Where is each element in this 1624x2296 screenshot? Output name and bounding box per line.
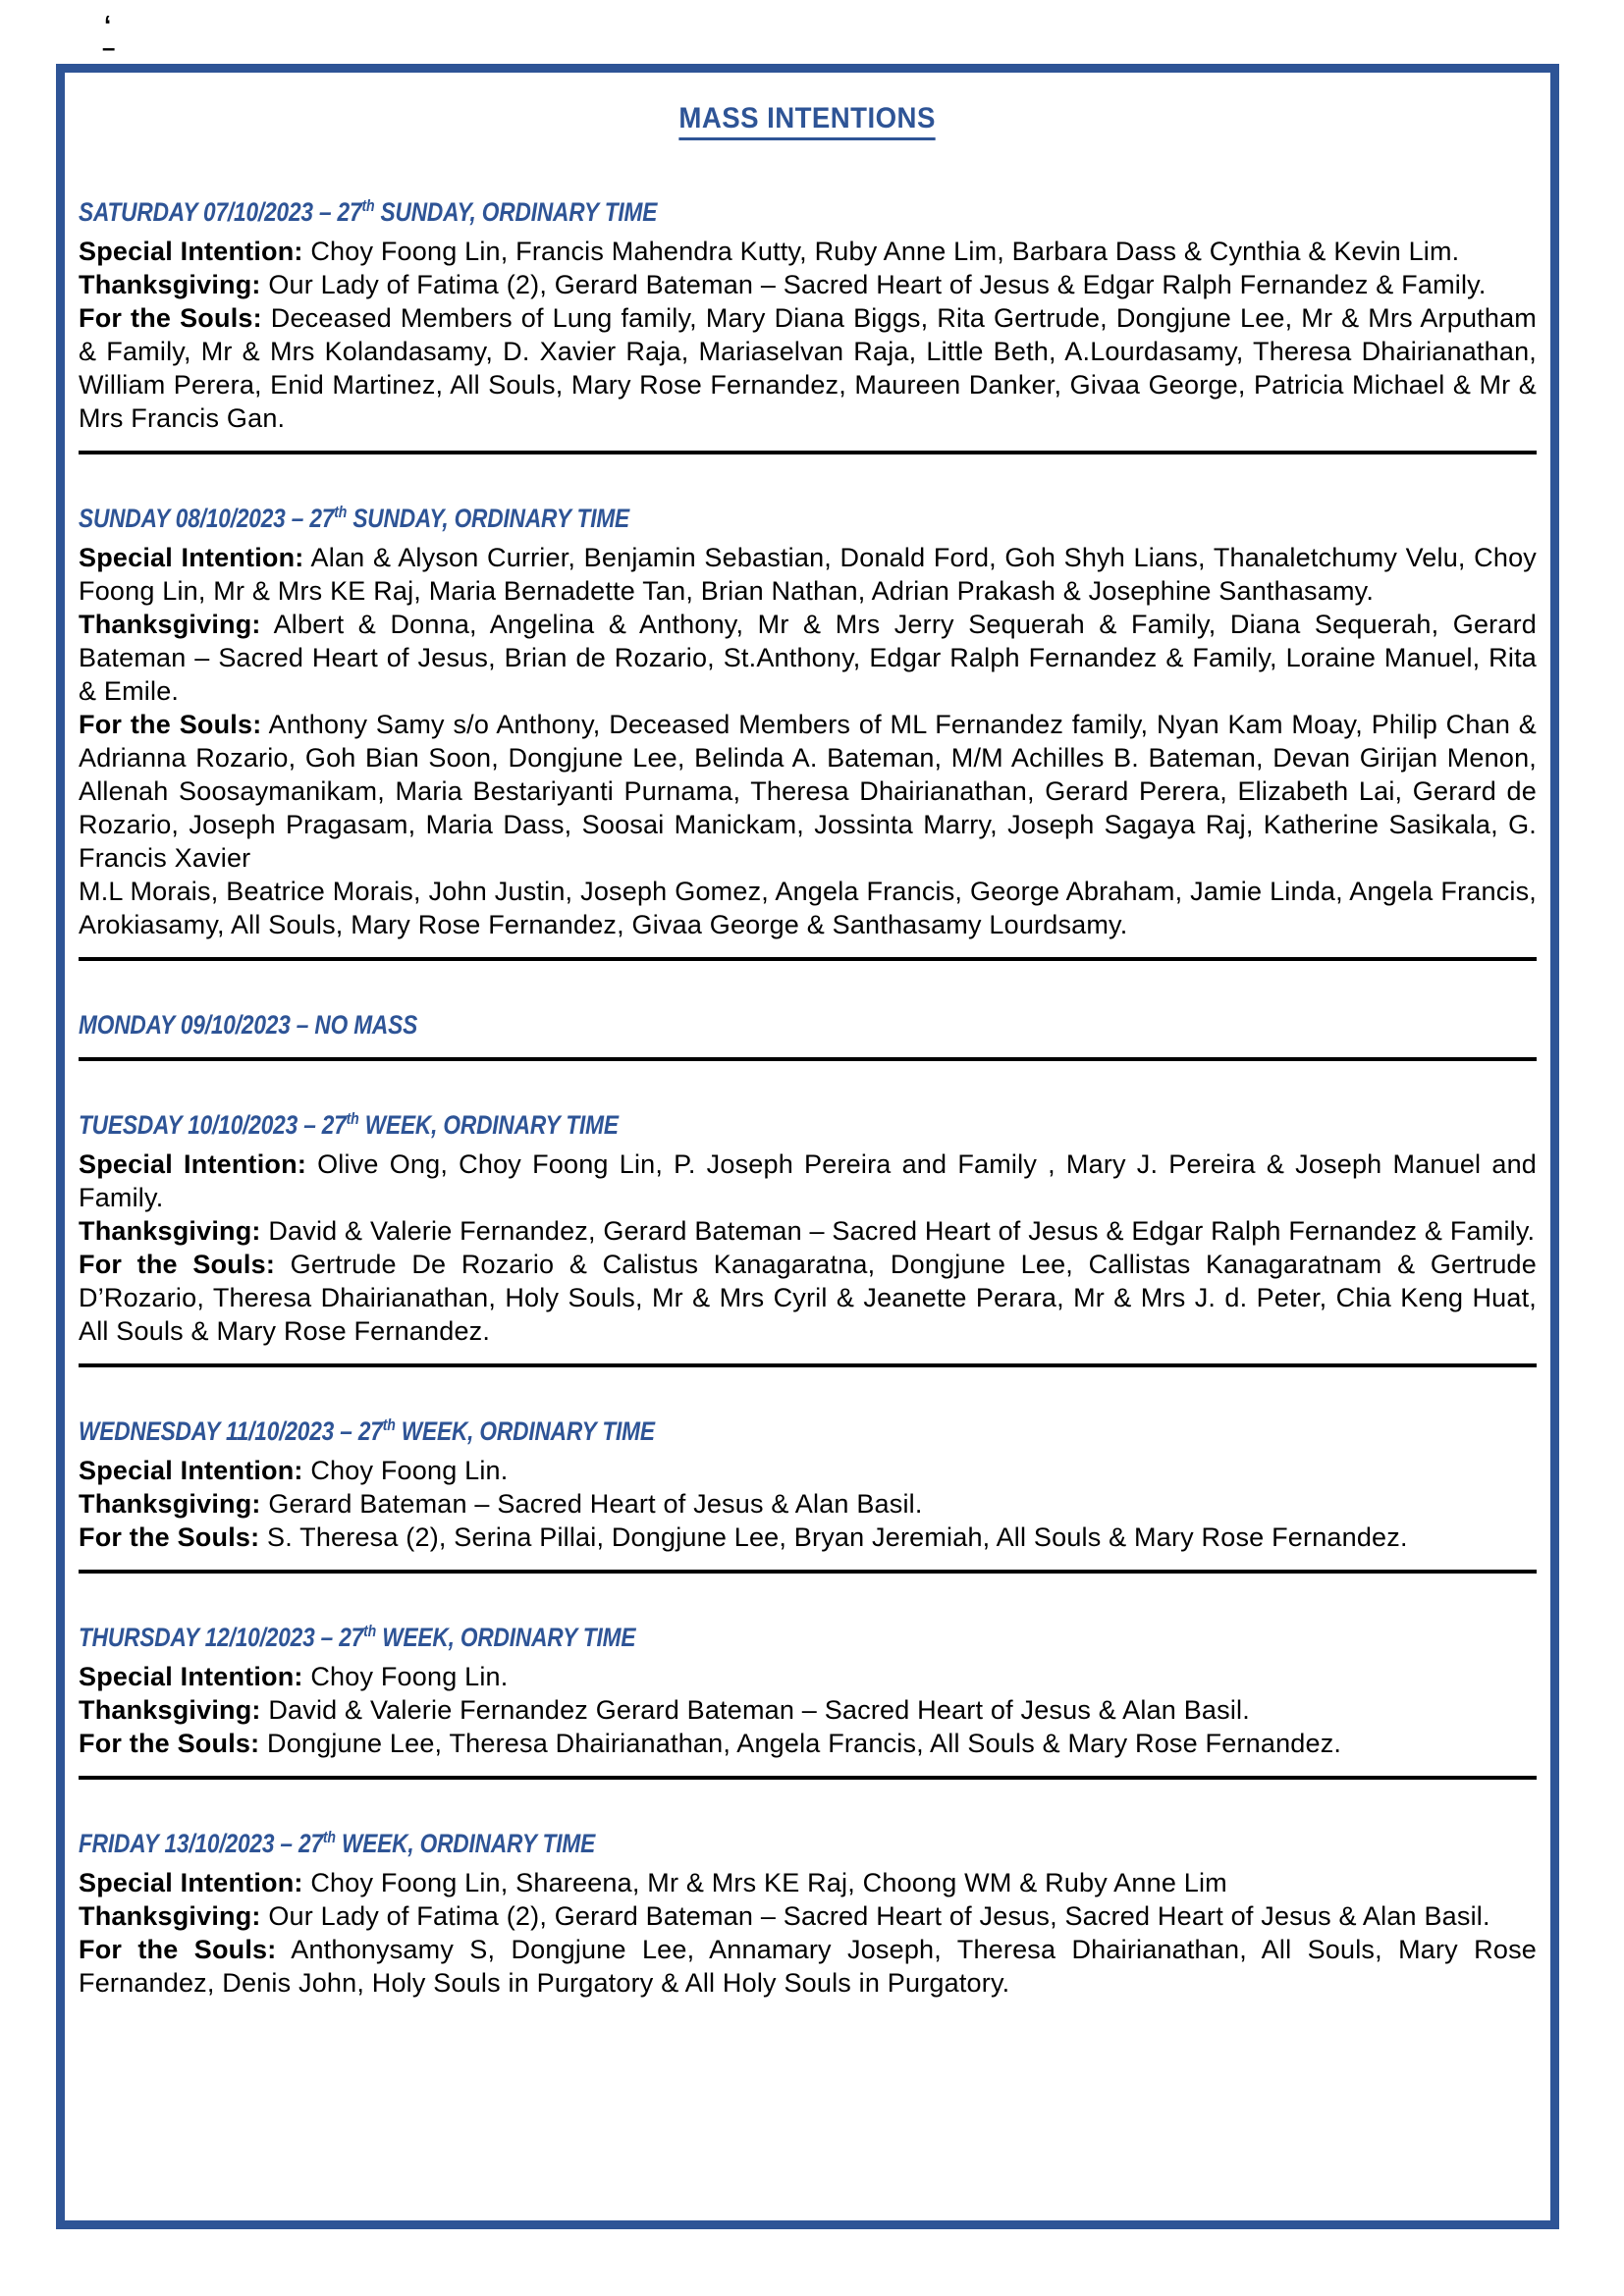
header-superscript: th (361, 196, 375, 215)
header-text: SUNDAY 08/10/2023 – 27 (79, 504, 335, 533)
paragraph-text: M.L Morais, Beatrice Morais, John Justin, Joseph Gomez, Angela Francis, George Abraham, Jamie Linda, Angela Francis, Arokiasamy, All Souls, Mary Rose Fernandez, Givaa George & Santhasamy Lourdsamy. (79, 877, 1537, 939)
paragraph-text: Anthony Samy s/o Anthony, Deceased Members of ML Fernandez family, Nyan Kam Moay, Philip Chan & Adrianna Rozario, Goh Bian Soon, Dongjune Lee, Belinda A. Bateman, M/M Achilles B. Bateman, Devan Girijan Menon, Allenah Soosaymanikam, Maria Bestariyanti Purnama, Theresa Dhairianathan, Gerard Perera, Elizabeth Lai, Gerard de Rozario, Joseph Pragasam, Maria Dass, Soosai Manickam, Jossinta Marry, Joseph Sagaya Raj, Katherine Sasikala, G. Francis Xavier (79, 710, 1537, 873)
paragraph-text: Choy Foong Lin, Shareena, Mr & Mrs KE Raj, Choong WM & Ruby Anne Lim (302, 1868, 1227, 1897)
header-superscript: th (334, 503, 348, 521)
section-wednesday (79, 1409, 1537, 1574)
paragraph-label: For the Souls: (79, 1522, 260, 1552)
header-superscript: th (382, 1415, 396, 1434)
header-text: WEEK, ORDINARY TIME (395, 1416, 655, 1446)
header-text: TUESDAY 10/10/2023 – 27 (79, 1110, 347, 1140)
paragraph-label: Special Intention: (79, 1149, 307, 1179)
paragraph-label: Thanksgiving: (79, 610, 261, 639)
paragraph-thanksgiving (79, 1693, 1537, 1727)
paragraph-text: Deceased Members of Lung family, Mary Diana Biggs, Rita Gertrude, Dongjune Lee, Mr & Mrs Arputham & Family, Mr & Mrs Kolandasamy, D. Xavier Raja, Mariaselvan Raja, Little Beth, A.Lourdasamy, Theresa Dhairianathan, William Perera, Enid Martinez, All Souls, Mary Rose Fernandez, Maureen Danker, Givaa George, Patricia Michael & Mr & Mrs Francis Gan. (79, 303, 1537, 433)
document-border-box (56, 64, 1559, 2229)
paragraph-label: Special Intention: (79, 543, 304, 572)
section-monday (79, 1002, 1537, 1061)
stray-quote-mark: ‘ (104, 10, 112, 39)
paragraph-label: Thanksgiving: (79, 1489, 261, 1519)
paragraph-text: Choy Foong Lin, Francis Mahendra Kutty, Ruby Anne Lim, Barbara Dass & Cynthia & Kevin Lim. (302, 237, 1460, 266)
paragraph-text: Our Lady of Fatima (2), Gerard Bateman – Sacred Heart of Jesus & Edgar Ralph Fernandez & Family. (260, 270, 1487, 299)
paragraph-label: Special Intention: (79, 237, 303, 266)
paragraph-label: Special Intention: (79, 1456, 303, 1485)
section-friday (79, 1821, 1537, 2000)
paragraph-for-the-souls (79, 301, 1537, 435)
header-text: WEEK, ORDINARY TIME (358, 1110, 619, 1140)
section-sunday (79, 496, 1537, 961)
header-superscript: th (363, 1622, 377, 1640)
paragraph-text: Alan & Alyson Currier, Benjamin Sebastian, Donald Ford, Goh Shyh Lians, Thanaletchumy Velu, Choy Foong Lin, Mr & Mrs KE Raj, Maria Bernadette Tan, Brian Nathan, Adrian Prakash & Josephine Santhasamy. (79, 543, 1538, 606)
paragraph-text: Our Lady of Fatima (2), Gerard Bateman – Sacred Heart of Jesus, Sacred Heart of Jesus & Alan Basil. (260, 1901, 1490, 1931)
header-text: WEEK, ORDINARY TIME (335, 1829, 596, 1858)
paragraph-for-the-souls-continued (79, 875, 1537, 941)
paragraph-label: Thanksgiving: (79, 270, 261, 299)
section-thursday (79, 1615, 1537, 1780)
paragraph-special-intention (79, 1660, 1537, 1693)
paragraph-special-intention (79, 235, 1537, 268)
paragraph-special-intention (79, 1454, 1537, 1487)
stray-dash-mark: – (102, 35, 116, 62)
section-header-saturday (79, 189, 1537, 229)
header-text: MONDAY 09/10/2023 – NO MASS (79, 1010, 418, 1040)
paragraph-text: David & Valerie Fernandez, Gerard Bateman – Sacred Heart of Jesus & Edgar Ralph Fernandez & Family. (260, 1216, 1536, 1246)
paragraph-special-intention (79, 1148, 1537, 1214)
paragraph-text: S. Theresa (2), Serina Pillai, Dongjune Lee, Bryan Jeremiah, All Souls & Mary Rose Fernandez. (259, 1522, 1408, 1552)
paragraph-text: Dongjune Lee, Theresa Dhairianathan, Angela Francis, All Souls & Mary Rose Fernandez. (259, 1729, 1342, 1758)
section-header-monday (79, 1002, 1537, 1041)
paragraph-thanksgiving (79, 1487, 1537, 1521)
header-text: SUNDAY, ORDINARY TIME (374, 197, 658, 227)
section-header-thursday (79, 1615, 1537, 1654)
paragraph-label: For the Souls: (79, 1935, 277, 1964)
paragraph-for-the-souls (79, 708, 1537, 875)
paragraph-thanksgiving (79, 1899, 1537, 1933)
section-divider (79, 1570, 1537, 1574)
paragraph-text: Anthonysamy S, Dongjune Lee, Annamary Joseph, Theresa Dhairianathan, All Souls, Mary Rose Fernandez, Denis John, Holy Souls in Purgatory & All Holy Souls in Purgatory. (79, 1935, 1537, 1998)
paragraph-thanksgiving (79, 1214, 1537, 1248)
header-text: WEDNESDAY 11/10/2023 – 27 (79, 1416, 383, 1446)
paragraph-thanksgiving (79, 608, 1537, 708)
paragraph-label: For the Souls: (79, 1729, 260, 1758)
paragraph-special-intention (79, 541, 1537, 608)
section-divider (79, 1363, 1537, 1367)
paragraph-special-intention (79, 1866, 1537, 1899)
paragraph-for-the-souls (79, 1727, 1537, 1760)
paragraph-label: Thanksgiving: (79, 1901, 261, 1931)
paragraph-text: Gerard Bateman – Sacred Heart of Jesus & Alan Basil. (260, 1489, 923, 1519)
paragraph-for-the-souls (79, 1521, 1537, 1554)
paragraph-label: For the Souls: (79, 710, 262, 739)
section-header-wednesday (79, 1409, 1537, 1448)
page-title: MASS INTENTIONS (679, 102, 936, 140)
header-text: FRIDAY 13/10/2023 – 27 (79, 1829, 323, 1858)
header-superscript: th (322, 1828, 336, 1846)
section-divider (79, 1057, 1537, 1061)
paragraph-text: Choy Foong Lin. (302, 1456, 509, 1485)
paragraph-text: Choy Foong Lin. (302, 1662, 509, 1691)
section-header-friday (79, 1821, 1537, 1860)
paragraph-label: Special Intention: (79, 1868, 303, 1897)
section-tuesday (79, 1102, 1537, 1367)
header-text: THURSDAY 12/10/2023 – 27 (79, 1623, 364, 1652)
paragraph-for-the-souls (79, 1248, 1537, 1348)
paragraph-for-the-souls (79, 1933, 1537, 2000)
paragraph-text: Olive Ong, Choy Foong Lin, P. Joseph Pereira and Family , Mary J. Pereira & Joseph Manuel and Family. (79, 1149, 1537, 1212)
section-divider (79, 451, 1537, 454)
section-saturday (79, 189, 1537, 454)
section-divider (79, 957, 1537, 961)
title-row (79, 102, 1537, 140)
paragraph-label: For the Souls: (79, 1250, 276, 1279)
paragraph-label: For the Souls: (79, 303, 262, 333)
header-text: SUNDAY, ORDINARY TIME (347, 504, 630, 533)
paragraph-label: Thanksgiving: (79, 1216, 261, 1246)
header-superscript: th (346, 1109, 359, 1128)
paragraph-thanksgiving (79, 268, 1537, 301)
header-text: WEEK, ORDINARY TIME (376, 1623, 636, 1652)
paragraph-label: Thanksgiving: (79, 1695, 261, 1725)
section-header-tuesday (79, 1102, 1537, 1142)
header-text: SATURDAY 07/10/2023 – 27 (79, 197, 362, 227)
paragraph-text: David & Valerie Fernandez Gerard Bateman – Sacred Heart of Jesus & Alan Basil. (260, 1695, 1250, 1725)
section-header-sunday (79, 496, 1537, 535)
paragraph-text: Gertrude De Rozario & Calistus Kanagaratna, Dongjune Lee, Callistas Kanagaratnam & Gertrude D’Rozario, Theresa Dhairianathan, Holy Souls, Mr & Mrs Cyril & Jeanette Perara, Mr & Mrs J. d. Peter, Chia Keng Huat, All Souls & Mary Rose Fernandez. (79, 1250, 1537, 1346)
paragraph-text: Albert & Donna, Angelina & Anthony, Mr & Mrs Jerry Sequerah & Family, Diana Sequerah, Gerard Bateman – Sacred Heart of Jesus, Brian de Rozario, St.Anthony, Edgar Ralph Fernandez & Family, Loraine Manuel, Rita & Emile. (79, 610, 1537, 706)
section-divider (79, 1776, 1537, 1780)
paragraph-label: Special Intention: (79, 1662, 303, 1691)
